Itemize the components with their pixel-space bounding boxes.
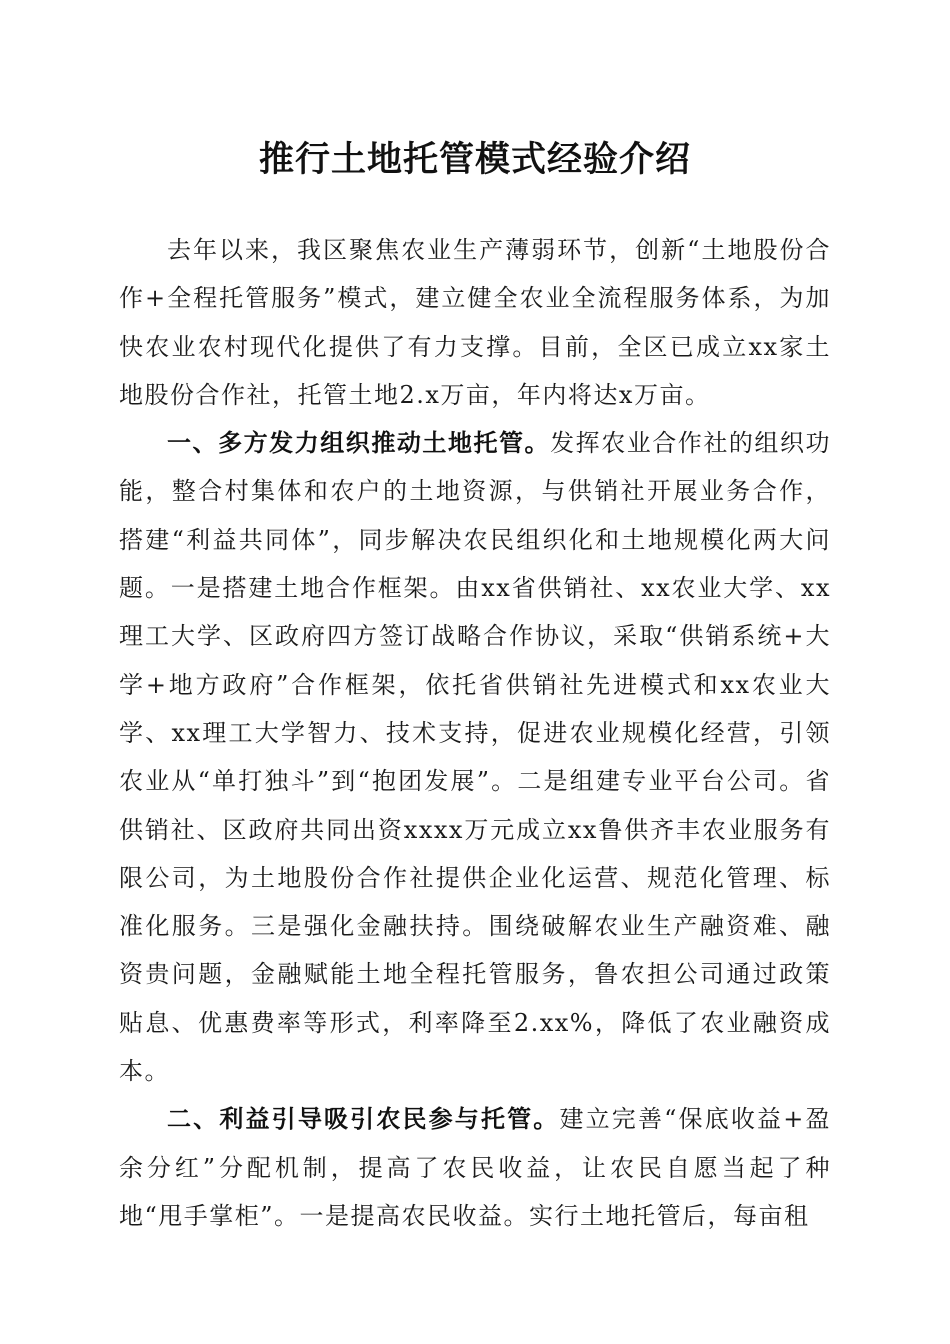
- paragraph-section-2: [119, 1095, 831, 1240]
- paragraph-section-1: [119, 419, 831, 1095]
- section-1-heading: 一、多方发力组织推动土地托管。: [167, 429, 551, 458]
- section-1-text: 发挥农业合作社的组织功能，整合村集体和农户的土地资源，与供销社开展业务合作，搭建“利益共同体”，同步解决农民组织化和土地规模化两大问题。一是搭建土地合作框架。由xx省供销社、xx农业大学、xx理工大学、区政府四方签订战略合作协议，采取“供销系统+大学+地方政府”合作框架，依托省供销社先进模式和xx农业大学、xx理工大学智力、技术支持，促进农业规模化经营，引领农业从“单打独斗”到“抱团发展”。二是组建专业平台公司。省供销社、区政府共同出资xxxx万元成立xx鲁供齐丰农业服务有限公司，为土地股份合作社提供企业化运营、规范化管理、标准化服务。三是强化金融扶持。围绕破解农业生产融资难、融资贵问题，金融赋能土地全程托管服务，鲁农担公司通过政策贴息、优惠费率等形式，利率降至2.xx%，降低了农业融资成本。: [119, 429, 832, 1086]
- paragraph-intro-text: 去年以来，我区聚焦农业生产薄弱环节，创新“土地股份合作+全程托管服务”模式，建立健全农业全流程服务体系，为加快农业农村现代化提供了有力支撑。目前，全区已成立xx家土地股份合作社，托管土地2.x万亩，年内将达x万亩。: [119, 236, 831, 409]
- paragraph-intro: [119, 226, 831, 419]
- document-body: [119, 226, 831, 1240]
- section-2-heading: 二、利益引导吸引农民参与托管。: [167, 1105, 560, 1134]
- document-title: 推行土地托管模式经验介绍: [258, 140, 691, 180]
- section-2-text: 建立完善“保底收益+盈余分红”分配机制，提高了农民收益，让农民自愿当起了种地“甩手掌柜”。一是提高农民收益。实行土地托管后，每亩租: [119, 1105, 831, 1230]
